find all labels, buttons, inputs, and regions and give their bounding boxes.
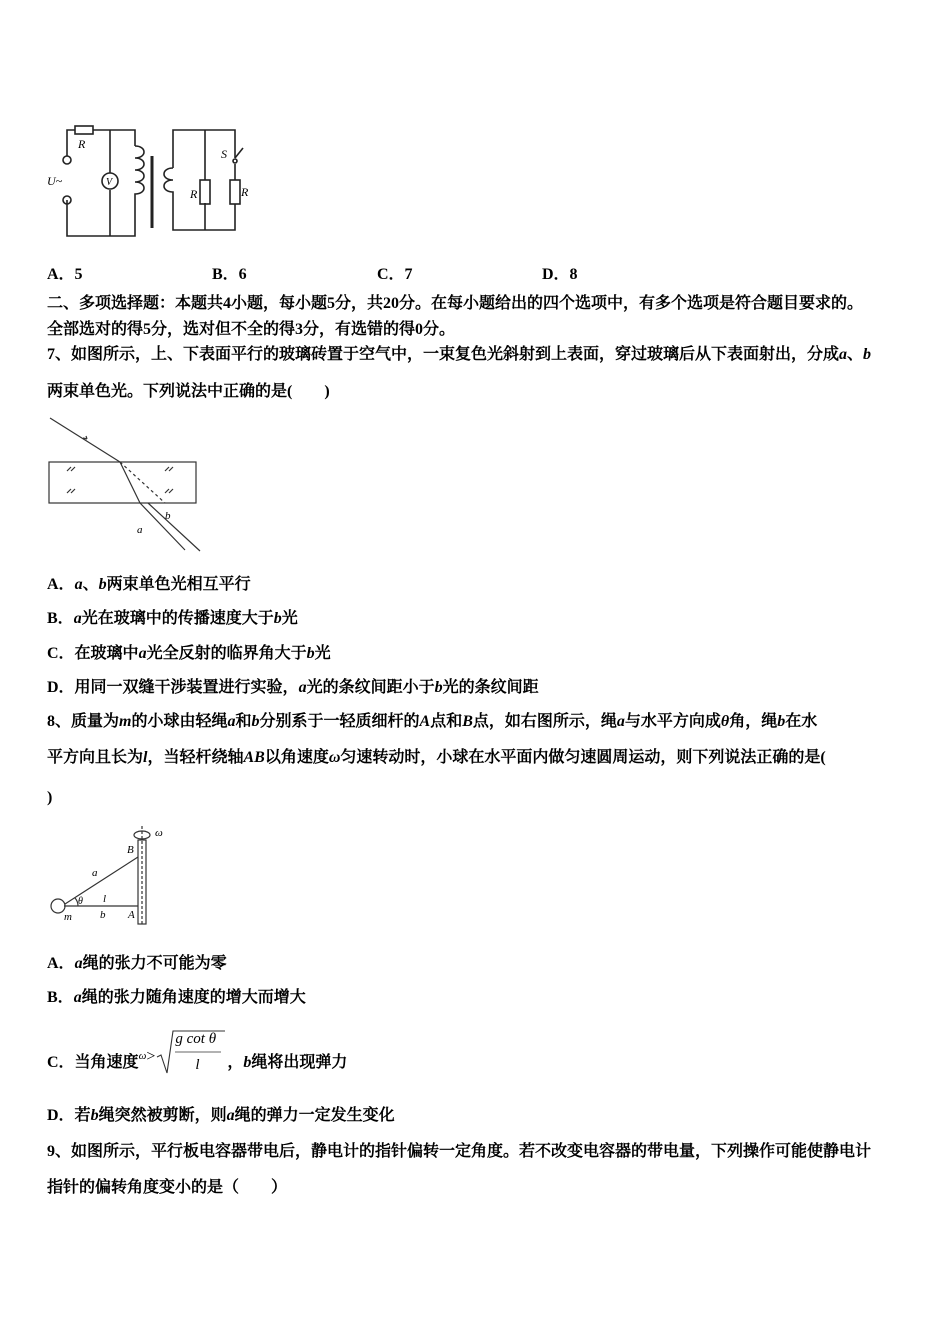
var-B: B xyxy=(462,713,473,730)
var-b: b xyxy=(273,610,282,627)
option-text: D．用同一双缝干涉装置进行实验， xyxy=(47,679,299,696)
q8-option-a[interactable] xyxy=(47,954,227,974)
stem-text: 点和 xyxy=(430,713,463,730)
stem-text: ，当轻杆绕轴 xyxy=(147,749,244,766)
q6-option-b[interactable]: B．6 xyxy=(212,266,247,283)
option-text: ， xyxy=(227,1054,244,1071)
label-omega: ω xyxy=(155,827,163,839)
fraction-denominator: l xyxy=(195,1057,200,1074)
label-b: b xyxy=(100,909,106,921)
figure-label-r3: R xyxy=(241,185,249,199)
var-b: b xyxy=(243,1054,252,1071)
stem-text: 以角速度 xyxy=(264,749,329,766)
separator: 、 xyxy=(847,346,864,363)
q9-stem-line2: 指针的偏转角度变小的是（ ） xyxy=(47,1179,288,1196)
option-text: 两束单色光相互平行 xyxy=(106,576,251,593)
option-text: 光全反射的临界角大于 xyxy=(146,645,307,662)
label-A: A xyxy=(128,909,135,921)
stem-text: 平方向且长为 xyxy=(47,749,144,766)
option-text: D．若 xyxy=(47,1107,91,1124)
greater-than-sign: > xyxy=(146,1048,156,1065)
var-b: b xyxy=(90,1107,99,1124)
stem-text: 8、质量为 xyxy=(47,713,120,730)
var-a: a xyxy=(74,955,83,972)
rotating-rod-figure xyxy=(45,822,180,927)
option-text: A． xyxy=(47,955,75,972)
option-text: A． xyxy=(47,576,75,593)
label-theta: θ xyxy=(78,896,83,907)
stem-text: 的小球由轻绳 xyxy=(131,713,228,730)
ray-label-a: a xyxy=(137,524,143,536)
var-b: b xyxy=(863,346,872,363)
var-a: a xyxy=(226,1107,235,1124)
option-text: B． xyxy=(47,610,74,627)
option-text: 绳的张力不可能为零 xyxy=(82,955,227,972)
q8-stem-line2 xyxy=(47,748,826,768)
var-a: a xyxy=(138,645,147,662)
section-2-heading: 二、多项选择题：本题共4小题，每小题5分，共20分。在每小题给出的四个选项中，有多个选项是符合题目要求的。 xyxy=(47,295,864,312)
figure-label-r2: R xyxy=(190,187,198,201)
option-text: 光 xyxy=(281,610,298,627)
stem-text: 与水平方向成 xyxy=(624,713,721,730)
option-text: 绳突然被剪断，则 xyxy=(98,1107,227,1124)
option-text: 光的条纹间距 xyxy=(442,679,539,696)
var-a: a xyxy=(839,346,848,363)
q8-option-b[interactable] xyxy=(47,988,306,1008)
option-text: 绳的弹力一定发生变化 xyxy=(234,1107,395,1124)
stem-text: 和 xyxy=(235,713,252,730)
var-m: m xyxy=(119,713,132,730)
fraction-numerator: g cot θ xyxy=(175,1031,217,1048)
label-B: B xyxy=(127,844,134,856)
option-text: 绳的张力随角速度的增大而增大 xyxy=(81,989,306,1006)
q8-stem-line1 xyxy=(47,712,817,732)
label-m: m xyxy=(64,911,72,923)
q7-stem-text: 7、如图所示，上、下表面平行的玻璃砖置于空气中，一束复色光斜射到上表面，穿过玻璃后从下表面射出，分成 xyxy=(47,346,840,363)
option-text: B． xyxy=(47,989,74,1006)
glass-brick-figure xyxy=(45,415,205,557)
var-l: l xyxy=(143,749,148,766)
label-l: l xyxy=(103,893,107,905)
option-text: C．在玻璃中 xyxy=(47,645,139,662)
q7-option-b[interactable] xyxy=(47,609,298,629)
var-theta: θ xyxy=(720,713,730,730)
q6-option-d[interactable]: D．8 xyxy=(542,266,578,283)
q8-option-c[interactable] xyxy=(47,1031,348,1074)
q7-option-a[interactable] xyxy=(47,575,251,595)
var-a: a xyxy=(298,679,307,696)
q7-option-c[interactable] xyxy=(47,644,331,664)
q6-option-c[interactable]: C．7 xyxy=(377,266,413,283)
var-a: a xyxy=(73,610,82,627)
q7-option-d[interactable] xyxy=(47,678,539,698)
var-omega: ω xyxy=(328,749,341,766)
option-text: 光 xyxy=(314,645,331,662)
stem-text: 角，绳 xyxy=(729,713,778,730)
transformer-circuit-figure xyxy=(45,118,249,243)
var-AB: AB xyxy=(243,749,265,766)
option-text: 光的条纹间距小于 xyxy=(306,679,435,696)
stem-text: 匀速转动时，小球在水平面内做匀速圆周运动，则下列说法正确的是( xyxy=(340,749,826,766)
q7-stem-line1 xyxy=(47,345,871,365)
var-b: b xyxy=(251,713,260,730)
var-A: A xyxy=(419,713,431,730)
var-b: b xyxy=(98,576,107,593)
figure-label-r: R xyxy=(78,137,86,151)
q8-stem-close: ) xyxy=(47,789,53,806)
stem-text: 点，如右图所示，绳 xyxy=(472,713,617,730)
q7-stem-line2: 两束单色光。下列说法中正确的是( ) xyxy=(47,383,330,400)
ray-label-b: b xyxy=(165,510,171,522)
option-text: 绳将出现弹力 xyxy=(251,1054,348,1071)
option-text: C．当角速度 xyxy=(47,1054,139,1071)
section-2-scoring: 全部选对的得5分，选对但不全的得3分，有选错的得0分。 xyxy=(47,321,456,338)
stem-text: 分别系于一轻质细杆的 xyxy=(259,713,420,730)
label-a: a xyxy=(92,867,98,879)
stem-text: 在水 xyxy=(785,713,818,730)
option-text: 、 xyxy=(82,576,99,593)
var-b: b xyxy=(777,713,786,730)
switch-label: S xyxy=(221,147,227,161)
var-omega: ω xyxy=(138,1050,147,1062)
var-a: a xyxy=(74,576,83,593)
q9-stem-line1: 9、如图所示，平行板电容器带电后，静电计的指针偏转一定角度。若不改变电容器的带电量，下列操作可能使静电计 xyxy=(47,1143,872,1160)
var-a: a xyxy=(73,989,82,1006)
sqrt-formula xyxy=(155,1031,227,1074)
q8-option-d[interactable] xyxy=(47,1106,395,1126)
var-a: a xyxy=(616,713,625,730)
voltmeter-label: V xyxy=(106,177,113,188)
q6-option-a[interactable]: A．5 xyxy=(47,266,83,283)
figure-label-u: U~ xyxy=(47,174,63,188)
option-text: 光在玻璃中的传播速度大于 xyxy=(81,610,274,627)
var-a: a xyxy=(227,713,236,730)
var-b: b xyxy=(434,679,443,696)
var-b: b xyxy=(306,645,315,662)
